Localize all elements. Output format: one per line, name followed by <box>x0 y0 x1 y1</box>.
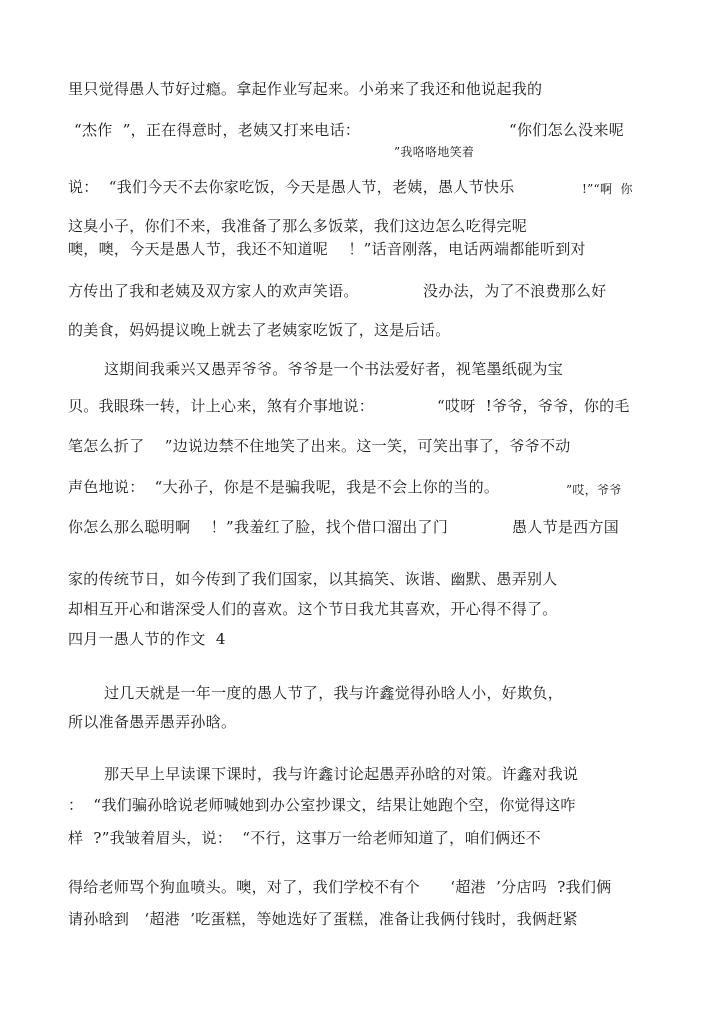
text-line: 的美食，妈妈提议晚上就去了老姨家吃饭了，这是后话。 <box>68 321 451 339</box>
text-line: 那天早上早读课下课时，我与许鑫讨论起愚弄孙晗的对策。许鑫对我说 <box>104 765 579 783</box>
text-line: !”“啊 你 <box>582 182 633 196</box>
text-line: 没办法，为了不浪费那么好 <box>423 282 607 300</box>
text-line: 这期间我乘兴又愚弄爷爷。爷爷是一个书法爱好者，视笔墨纸砚为宝 <box>104 360 564 378</box>
text-line: 请孙晗到 ‘超港 ’吃蛋糕，等她选好了蛋糕，准备让我俩付钱时，我俩赶紧 <box>68 910 578 928</box>
section-heading: 四月一愚人节的作文 4 <box>68 630 226 648</box>
text-line: 所以准备愚弄愚弄孙晗。 <box>68 713 237 731</box>
text-line: ”哎，爷爷 <box>566 483 622 497</box>
text-line: 样 ?”我皱着眉头，说： “不行，这事万一给老师知道了，咱们俩还不 <box>68 829 541 847</box>
text-line: 却相互开心和谐深受人们的喜欢。这个节日我尤其喜欢，开心得不得了。 <box>68 600 558 618</box>
text-line: ”我咯咯地笑着 <box>394 145 475 159</box>
text-line: 方传出了我和老姨及双方家人的欢声笑语。 <box>68 282 359 300</box>
text-line: ： “我们骗孙晗说老师喊她到办公室抄课文，结果让她跑个空，你觉得这咋 <box>68 796 576 814</box>
text-line: 贝。我眼珠一转，计上心来，煞有介事地说： <box>68 397 375 415</box>
text-line: 里只觉得愚人节好过瘾。拿起作业写起来。小弟来了我还和他说起我的 <box>68 80 543 98</box>
text-line: 声色地说： “大孙子，你是不是骗我呢，我是不会上你的当的。 <box>68 478 500 496</box>
text-line: 噢，噢，今天是愚人节，我还不知道呢 ！”话音刚落，电话两端都能听到对 <box>68 240 586 258</box>
text-line: 你怎么那么聪明啊 ！”我羞红了脸，找个借口溜出了门 <box>68 518 449 536</box>
text-line: “你们怎么没来呢 <box>509 121 625 139</box>
text-line: 笔怎么折了 ”边说边禁不住地笑了出来。这一笑，可笑出事了，爷爷不动 <box>68 437 571 455</box>
text-line: 愚人节是西方国 <box>512 518 620 536</box>
text-line: “哎呀 !爷爷，爷爷，你的毛 <box>437 397 630 415</box>
text-line: “杰作 ”，正在得意时，老姨又打来电话： <box>74 121 361 139</box>
text-line: 得给老师骂个狗血喷头。噢，对了，我们学校不有个 ‘超港 ’分店吗 ?我们俩 <box>68 878 612 896</box>
text-line: 家的传统节日，如今传到了我们国家，以其搞笑、诙谐、幽默、愚弄别人 <box>68 570 558 588</box>
text-line: 说： “我们今天不去你家吃饭，今天是愚人节，老姨，愚人节快乐 <box>68 178 515 196</box>
text-line: 过几天就是一年一度的愚人节了，我与许鑫觉得孙晗人小，好欺负， <box>104 684 564 702</box>
text-line: 这臭小子，你们不来，我准备了那么多饭菜，我们这边怎么吃得完呢 <box>68 217 528 235</box>
